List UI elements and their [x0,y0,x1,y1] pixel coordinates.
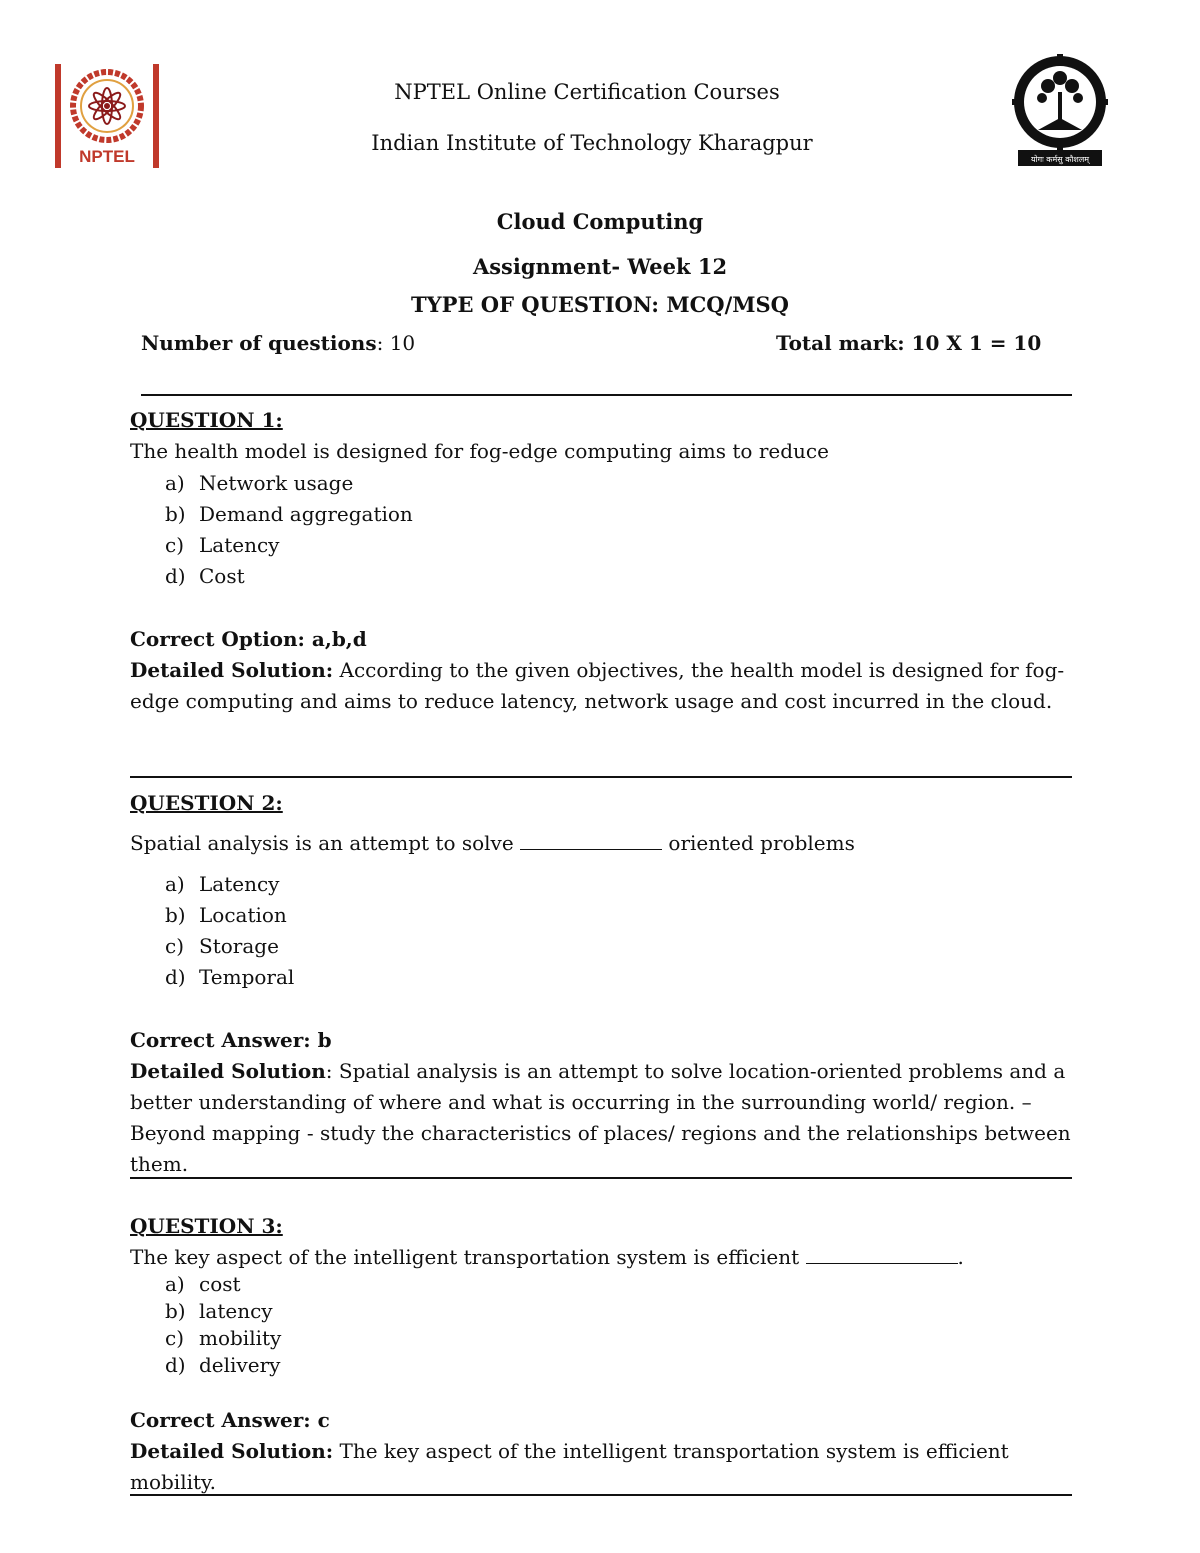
question-1-solution: Detailed Solution: According to the given objectives, the health model is designed for fog-edge computing and aims to reduce latency, network usage and cost incurred in the cloud. [130,658,1065,713]
num-questions-value: : 10 [376,331,416,355]
num-questions-label: Number of questions [141,331,377,355]
question-2-heading: QUESTION 2: [130,791,283,815]
total-mark: Total mark: 10 X 1 = 10 [776,331,1042,355]
question-2-answer: Correct Answer: b [130,1028,332,1052]
question-3-option-a: a) cost [165,1272,241,1296]
header-line-2: Indian Institute of Technology Kharagpur [371,131,813,155]
question-type: TYPE OF QUESTION: MCQ/MSQ [411,292,789,317]
question-1-option-c: c) Latency [165,533,280,557]
question-1-heading: QUESTION 1: [130,408,283,432]
question-3-solution: Detailed Solution: The key aspect of the intelligent transportation system is efficient mobility. [130,1439,1009,1494]
question-2-option-d: d) Temporal [165,965,295,989]
fill-blank [806,1245,958,1264]
divider [130,776,1072,778]
question-2-option-c: c) Storage [165,934,279,958]
question-2-text: Spatial analysis is an attempt to solve oriented problems [130,831,855,855]
question-3-option-c: c) mobility [165,1326,282,1350]
question-3-answer: Correct Answer: c [130,1408,330,1432]
question-1-option-a: a) Network usage [165,471,354,495]
number-of-questions [141,331,415,355]
question-3-option-d: d) delivery [165,1353,281,1377]
assignment-title: Assignment- Week 12 [472,254,728,279]
question-2-option-a: a) Latency [165,872,280,896]
iit-logo-motto: योगः कर्मसु कौशलम् [1030,155,1090,164]
question-1-option-b: b) Demand aggregation [165,502,413,526]
divider [130,1177,1072,1179]
fill-blank [520,831,662,850]
divider [130,1494,1072,1496]
header-line-1: NPTEL Online Certification Courses [394,80,780,104]
question-3-heading: QUESTION 3: [130,1214,283,1238]
nptel-logo-text: NPTEL [79,147,135,166]
question-1-option-d: d) Cost [165,564,245,588]
question-1-text: The health model is designed for fog-edge computing aims to reduce [130,439,829,463]
question-3-option-b: b) latency [165,1299,273,1323]
course-title: Cloud Computing [496,209,704,234]
question-2-solution: Detailed Solution: Spatial analysis is an attempt to solve location-oriented problems and a better understanding of where and what is occurring in the surrounding world/ region. – Beyond mapping - study the characteristics of places/ regions and the relationships between them. [130,1059,1071,1176]
divider [141,394,1072,396]
question-3-text: The key aspect of the intelligent transportation system is efficient . [130,1245,964,1269]
question-2-option-b: b) Location [165,903,287,927]
question-1-answer: Correct Option: a,b,d [130,627,367,651]
